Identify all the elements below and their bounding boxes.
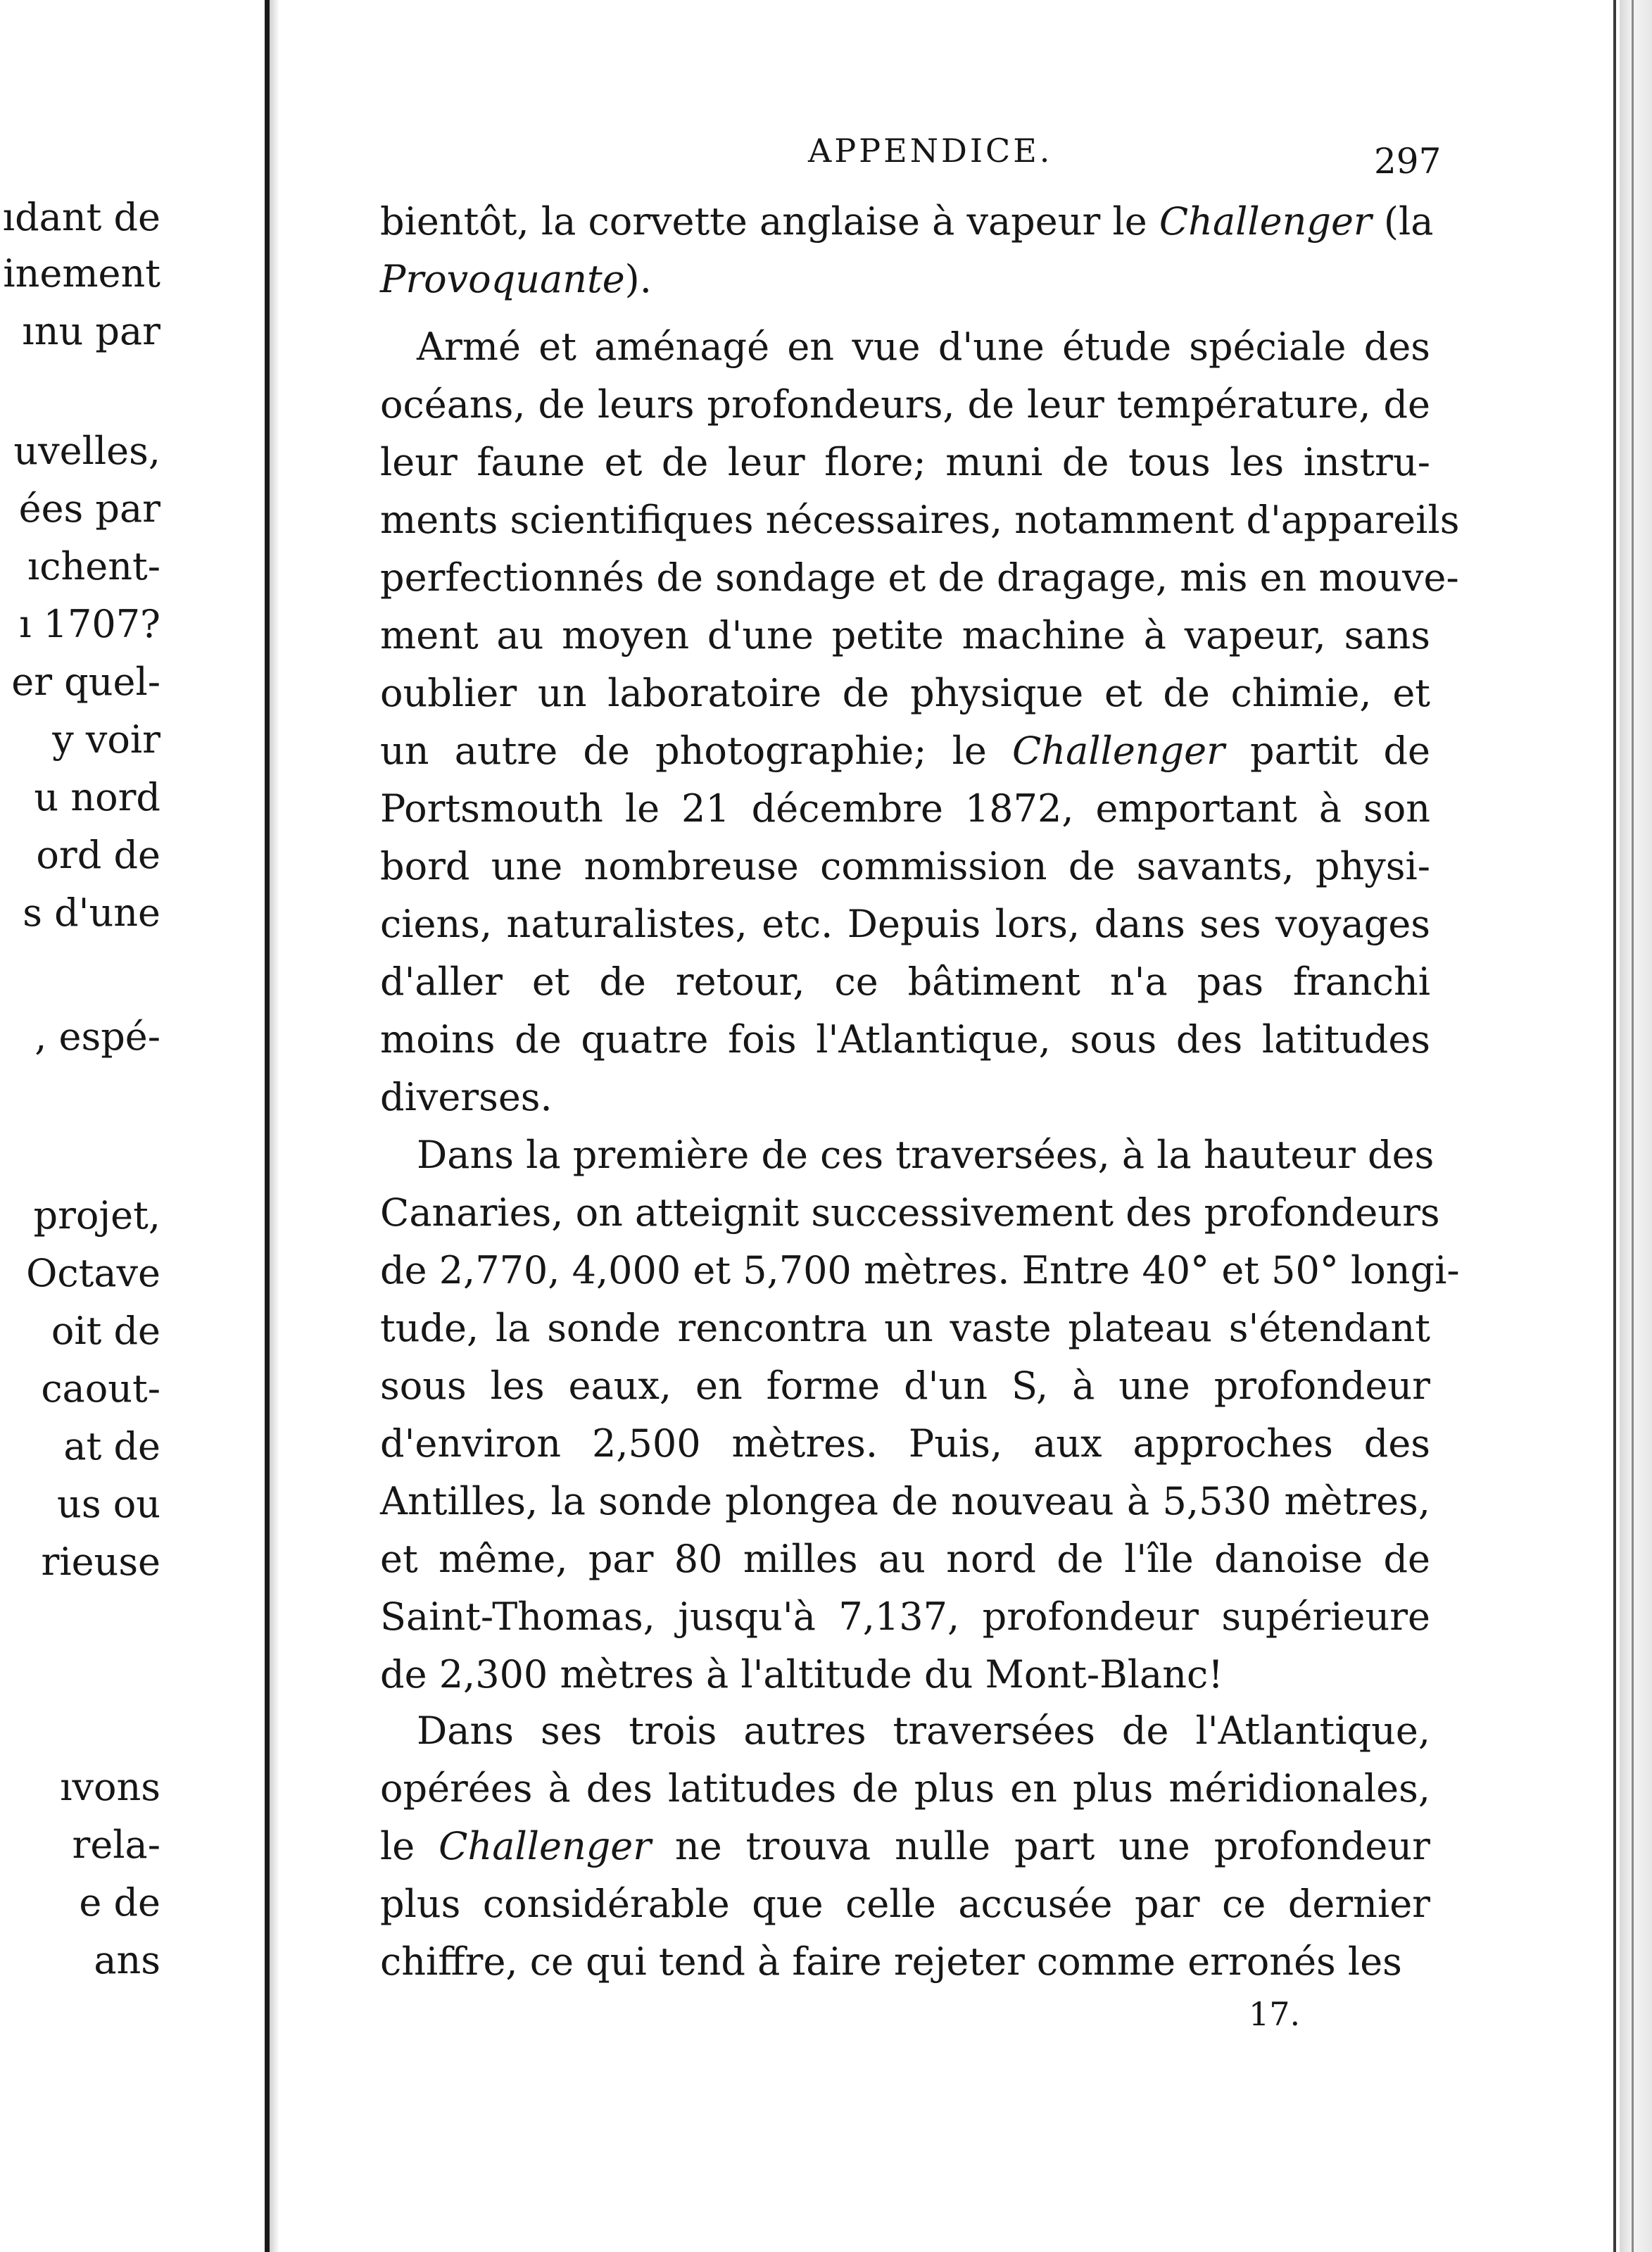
body-line-text: (la (1371, 199, 1434, 244)
body-line (380, 1190, 1440, 1235)
body-line-text: Dans ses trois autres traversées de l'Atlantique, (417, 1709, 1430, 1753)
left-page-line: projet, (33, 1193, 160, 1238)
body-line-italic: Challenger (1159, 199, 1372, 244)
body-line-text: Dans la première de ces traversées, à la hauteur des (417, 1133, 1435, 1177)
body-line-text: Canaries, on atteignit successivement des profondeurs (380, 1190, 1440, 1235)
body-line-text: oublier un laboratoire de physique et de chimie, et (380, 671, 1430, 715)
body-line-text: d'aller et de retour, ce bâtiment n'a pas franchi (380, 960, 1430, 1004)
left-page-fragment (0, 0, 266, 2252)
body-line-text: partit de (1224, 729, 1430, 773)
body-line (380, 498, 1460, 542)
gutter-shadow (270, 0, 279, 2252)
body-line (380, 844, 1430, 888)
body-line-text: d'environ 2,500 mètres. Puis, aux approches des (380, 1421, 1430, 1466)
body-line-text: et même, par 80 milles au nord de l'île danoise de (380, 1537, 1430, 1581)
body-line (380, 786, 1430, 831)
body-line (380, 1306, 1430, 1350)
body-line-italic: Provoquante (380, 257, 625, 301)
body-line-text: ne trouva nulle part une profondeur (651, 1824, 1430, 1868)
body-line (380, 1882, 1430, 1926)
body-line-text: sous les eaux, en forme d'un S, à une profondeur (380, 1364, 1430, 1408)
binding-gutter (265, 0, 270, 2252)
body-line-text: océans, de leurs profondeurs, de leur température, de (380, 382, 1430, 427)
body-line-text: de 2,300 mètres à l'altitude du Mont-Blanc! (380, 1652, 1223, 1697)
body-line (380, 1766, 1430, 1811)
body-line (380, 1248, 1460, 1292)
body-line-text: perfectionnés de sondage et de dragage, mis en mouve- (380, 555, 1459, 600)
left-page-line: er quel- (11, 660, 160, 704)
left-page-line: ans (94, 1938, 160, 1982)
body-line-text: ment au moyen d'une petite machine à vapeur, sans (380, 613, 1430, 658)
body-line (380, 1939, 1430, 1984)
body-line-text: leur faune et de leur flore; muni de tous les instru- (380, 440, 1430, 484)
left-page-line: ıchent- (27, 544, 160, 589)
running-head: APPENDICE. (808, 132, 1053, 170)
body-line (380, 555, 1459, 600)
left-page-line: e de (79, 1880, 160, 1925)
left-page-line: us ou (57, 1482, 160, 1526)
left-page-line: ı 1707? (19, 602, 160, 646)
body-line-text: le (380, 1824, 439, 1868)
body-line (380, 671, 1430, 715)
body-line-text: Portsmouth le 21 décembre 1872, emportant à son (380, 786, 1430, 831)
body-line (380, 1594, 1430, 1639)
body-line-text: opérées à des latitudes de plus en plus méridionales, (380, 1766, 1430, 1811)
body-line-text: ments scientifiques nécessaires, notamment d'appareils (380, 498, 1460, 542)
body-line (380, 1537, 1430, 1581)
body-line (380, 960, 1430, 1004)
left-page-line: ıdant de (2, 195, 160, 239)
left-page-line: y voir (52, 717, 160, 762)
body-line-text: Armé et aménagé en vue d'une étude spéciale des (417, 325, 1430, 369)
body-line-text: ciens, naturalistes, etc. Depuis lors, dans ses voyages (380, 902, 1430, 946)
body-line (380, 1824, 1430, 1868)
left-page-line: Octave (26, 1251, 160, 1295)
page-number: 297 (1374, 141, 1442, 182)
left-page-line: at de (63, 1424, 160, 1468)
signature-mark: 17. (1249, 1995, 1301, 2033)
page-edge-stack (1620, 0, 1652, 2252)
left-page-line: rela- (72, 1823, 160, 1867)
body-line (380, 440, 1430, 484)
body-line (380, 1075, 1430, 1119)
body-line-text: un autre de photographie; le (380, 729, 1012, 773)
left-page-line: ord de (36, 833, 160, 877)
page-edge-line (1632, 0, 1634, 2252)
body-line-text: chiffre, ce qui tend à faire rejeter comme erronés les (380, 1939, 1402, 1984)
body-line (380, 199, 1434, 244)
body-line (417, 1709, 1430, 1753)
left-page-line: uvelles, (13, 429, 160, 473)
body-line (380, 1421, 1430, 1466)
page-edge-line (1613, 0, 1616, 2252)
body-line (380, 1479, 1430, 1523)
body-line-text: Saint-Thomas, jusqu'à 7,137, profondeur supérieure (380, 1594, 1430, 1639)
body-line (380, 1364, 1430, 1408)
body-line-italic: Challenger (1011, 729, 1225, 773)
body-line-text: ). (624, 257, 652, 301)
left-page-line: , espé- (34, 1014, 160, 1059)
body-line (380, 729, 1430, 773)
body-line (380, 1652, 1430, 1697)
left-page-line: ıvons (60, 1765, 160, 1809)
body-line-text: plus considérable que celle accusée par ce dernier (380, 1882, 1430, 1926)
body-line (380, 1017, 1430, 1062)
body-line-text: de 2,770, 4,000 et 5,700 mètres. Entre 40° et 50° longi- (380, 1248, 1460, 1292)
left-page-line: oit de (51, 1309, 160, 1353)
body-line-text: moins de quatre fois l'Atlantique, sous des latitudes (380, 1017, 1430, 1062)
left-page-line: ınu par (22, 309, 160, 353)
left-page-line: u nord (34, 775, 160, 819)
body-line-text: bord une nombreuse commission de savants, physi- (380, 844, 1430, 888)
body-line-italic: Challenger (439, 1824, 652, 1868)
left-page-line: rieuse (41, 1540, 160, 1584)
body-line-text: tude, la sonde rencontra un vaste plateau s'étendant (380, 1306, 1430, 1350)
body-line (417, 325, 1430, 369)
left-page-line: caout- (41, 1366, 160, 1411)
body-line (380, 613, 1430, 658)
left-page-line: s d'une (23, 891, 160, 935)
body-line (380, 257, 1430, 301)
body-line (417, 1133, 1435, 1177)
body-line (380, 382, 1430, 427)
left-page-line: ées par (18, 486, 160, 531)
body-line (380, 902, 1430, 946)
body-line-text: Antilles, la sonde plongea de nouveau à 5,530 mètres, (380, 1479, 1430, 1523)
body-line-text: diverses. (380, 1075, 553, 1119)
body-line-text: bientôt, la corvette anglaise à vapeur le (380, 199, 1159, 244)
left-page-line: inement (3, 251, 160, 296)
